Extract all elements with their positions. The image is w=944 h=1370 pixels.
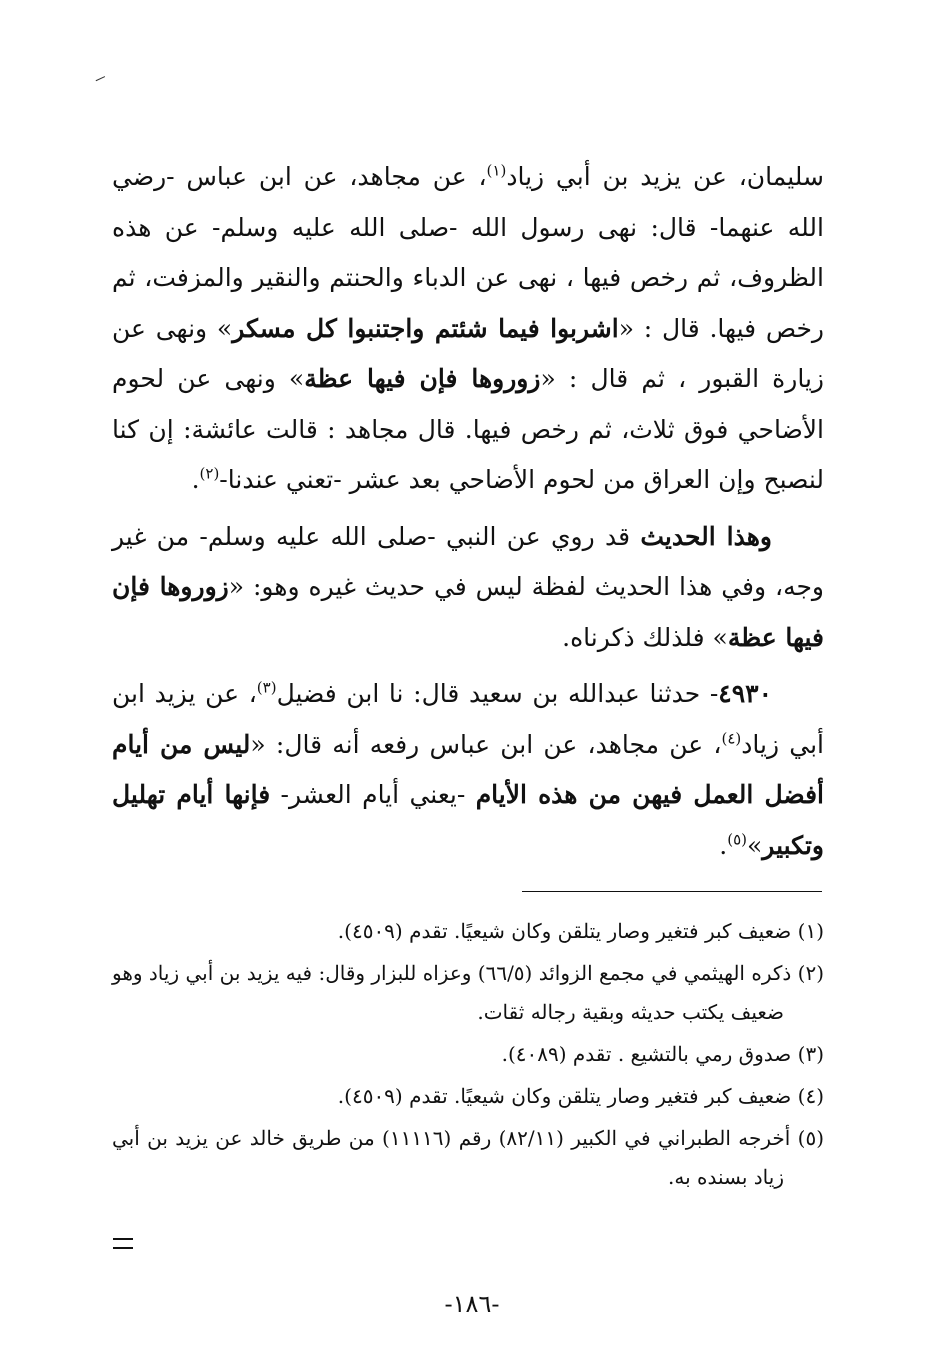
footnote-ref-5: (٥): [727, 830, 747, 849]
text-run: -يعني أيام العشر-: [270, 780, 476, 809]
hadith-quote-bold: زوروها فإن فيها عظة: [112, 572, 824, 652]
text-run: » فلذلك ذكرناه.: [562, 622, 728, 652]
footnote-ref-2: (٢): [199, 464, 220, 483]
text-run: »: [746, 830, 763, 860]
hadith-quote-bold: ليس من أيام أفضل العمل فيهن من هذه الأيام: [112, 729, 824, 809]
footnote-separator: [522, 891, 822, 892]
corner-mark: [96, 76, 107, 84]
text-run: سليمان، عن يزيد بن أبي زياد: [506, 162, 824, 191]
hadith-number: ٤٩٣٠: [718, 679, 772, 708]
commentary-lead-bold: وهذا الحديث: [640, 521, 773, 551]
paragraph-commentary: [112, 512, 824, 664]
hadith-quote-bold: زوروها فإن فيها عظة: [304, 364, 541, 393]
footnotes: [112, 912, 824, 1200]
text-run: ، عن يزيد ابن أبي زياد: [112, 679, 825, 759]
footnote-ref-4: (٤): [721, 729, 742, 748]
main-text: [112, 152, 824, 871]
paragraph-hadith-continuation: [112, 152, 824, 506]
page-number: -١٨٦-: [444, 1290, 500, 1318]
footnote-3: (٣) صدوق رمي بالتشيع . تقدم (٤٠٨٩).: [501, 1042, 824, 1066]
text-run: » ونهى عن زيارة القبور ، ثم قال : «: [112, 313, 825, 393]
footnote-1: (١) ضعيف كبر فتغير وصار يتلقن وكان شيعيًا. تقدم (٤٥٠٩).: [337, 919, 824, 943]
footnote-ref-1: (١): [486, 161, 507, 180]
text-run: ، عن مجاهد، عن ابن عباس رفعه أنه قال: «: [250, 729, 722, 759]
hadith-quote-bold: فإنها أيام تهليل وتكبير: [112, 780, 824, 860]
text-run: ، عن مجاهد، عن ابن عباس -رضي الله عنهما- قال: نهى رسول الله -صلى الله عليه وسلم- عن هذه الظروف، ثم رخص فيها ، نهى عن الدباء والحنتم والنقير والمزفت، ثم رخص فيها. قال : «: [112, 162, 824, 343]
footnote-2: (٢) ذكره الهيثمي في مجمع الزوائد (٦٦/٥) وعزاه للبزار وقال: فيه يزيد بن أبي زياد وهو ضعيف يكتب حديثه وبقية رجاله ثقات.: [111, 961, 824, 1024]
text-run: قد روي عن النبي -صلى الله عليه وسلم- من غير وجه، وفي هذا الحديث لفظة ليس في حديث غيره وهو: «: [112, 521, 824, 601]
footnote-4: (٤) ضعيف كبر فتغير وصار يتلقن وكان شيعيًا. تقدم (٤٥٠٩).: [337, 1084, 824, 1108]
text-run: .: [719, 830, 728, 860]
paragraph-hadith-4930: [112, 669, 824, 871]
continuation-mark: [113, 1238, 133, 1249]
text-run: » ونهى عن لحوم الأضاحي فوق ثلاث، ثم رخص فيها. قال مجاهد : قالت عائشة: إن كنا لنصبح وإن العراق من لحوم الأضاحي بعد عشر -تعني عندنا-: [112, 364, 824, 494]
hadith-quote-bold: اشربوا فيما شئتم واجتنبوا كل مسكر: [232, 313, 619, 343]
text-run: .: [191, 465, 200, 494]
footnote-ref-3: (٣): [256, 678, 277, 697]
footnote-5: (٥) أخرجه الطبراني في الكبير (٨٢/١١) رقم (١١١١٦) من طريق خالد عن يزيد بن أبي زياد بسنده به.: [112, 1126, 824, 1189]
text-run: - حدثنا عبدالله بن سعيد قال: نا ابن فضيل: [276, 679, 719, 708]
